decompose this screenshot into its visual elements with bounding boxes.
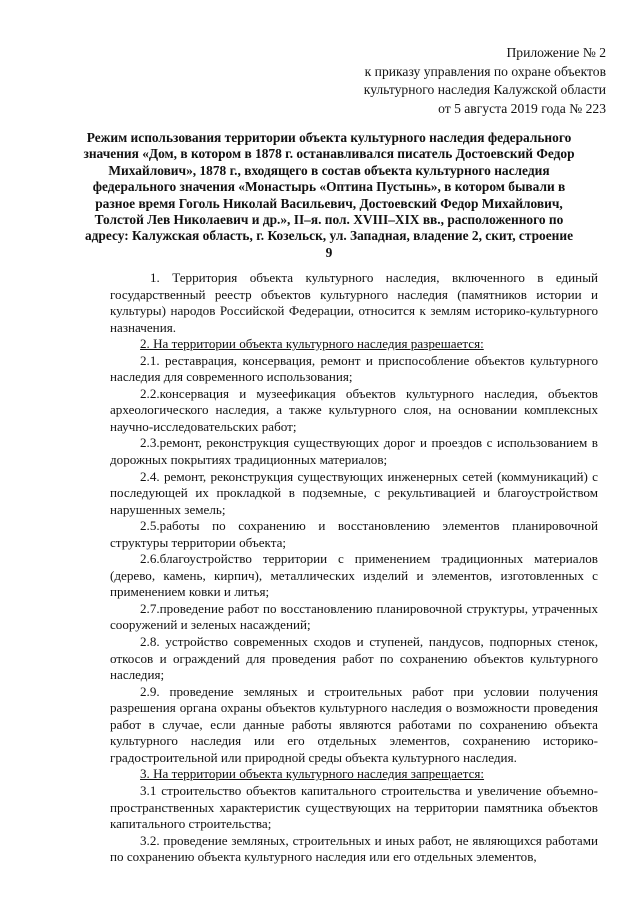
- document-body: [110, 270, 598, 866]
- paragraph-2-6: 2.6.благоустройство территории с применением традиционных материалов (дерево, камень, кирпич), металлических изделий и элементов, изготовленных с применением ковки и литья;: [110, 551, 598, 600]
- appendix-number: Приложение № 2: [506, 45, 606, 60]
- paragraph-2-8: 2.8. устройство современных сходов и ступеней, пандусов, подпорных стенок, откосов и ограждений для проведения работ по сохранению объектов культурного наследия;: [110, 634, 598, 683]
- order-reference-line: к приказу управления по охране объектов: [364, 63, 606, 79]
- order-date-number: от 5 августа 2019 года № 223: [438, 100, 606, 116]
- authority-line: культурного наследия Калужской области: [363, 82, 606, 97]
- paragraph-1: 1. Территория объекта культурного наследия, включенного в единый государственный реестр объектов культурного наследия (памятников истории и культуры) народов Российской Федерации, относится к землям историко-культурного назначения.: [110, 270, 598, 335]
- paragraph-2-4: 2.4. ремонт, реконструкция существующих инженерных сетей (коммуникаций) с последующей их прокладкой в подземные, с рекультивацией и благоустройством нарушенных земель;: [110, 468, 598, 517]
- paragraph-3-2: 3.2. проведение земляных, строительных и иных работ, не являющихся работами по сохранению объекта культурного наследия или его отдельных элементов,: [110, 832, 598, 865]
- appendix-header: [364, 44, 606, 118]
- paragraph-2-7: 2.7.проведение работ по восстановлению планировочной структуры, утраченных сооружений и зеленых насаждений;: [110, 600, 598, 633]
- paragraph-3-1: 3.1 строительство объектов капитального строительства и увеличение объемно-пространственных характеристик существующих на территории памятника объектов капитального строительства;: [110, 782, 598, 832]
- document-title: Режим использования территории объекта культурного наследия федерального значения «Дом, в котором в 1878 г. останавливался писатель Достоевский Федор Михайлович», 1878 г., входящего в состав объекта культурного наследия федерального значения «Монастырь «Оптина Пустынь», в котором бывали в разное время Гоголь Николай Васильевич, Достоевский Федор Михайлович, Толстой Лев Николаевич и др.», II–я. пол. XVIII–XIX вв., расположенного по адресу: Калужская область, г. Козельск, ул. Западная, владение 2, скит, строение 9: [83, 130, 575, 260]
- paragraph-2-3: 2.3.ремонт, реконструкция существующих дорог и проездов с использованием в дорожных покрытиях традиционных материалов;: [110, 435, 598, 468]
- paragraph-2-5: 2.5.работы по сохранению и восстановлению элементов планировочной структуры территории объекта;: [110, 518, 598, 550]
- paragraph-2-1: 2.1. реставрация, консервация, ремонт и приспособление объектов культурного наследия для современного использования;: [110, 352, 598, 385]
- section-heading-2: 2. На территории объекта культурного наследия разрешается:: [140, 336, 484, 352]
- paragraph-2-2: 2.2.консервация и музеефикация объектов культурного наследия, объектов археологического наследия, а также культурного слоя, на основании комплексных научно-исследовательских работ;: [110, 385, 598, 434]
- paragraph-2-9: 2.9. проведение земляных и строительных работ при условии получения разрешения органа охраны объектов культурного наследия о возможности проведения работ в случае, если данные работы являются работами по сохранению объекта культурного наследия или его отдельных элементов, сохранению историко-градостроительной или природной среды объекта культурного наследия.: [110, 683, 598, 765]
- section-heading-3: 3. На территории объекта культурного наследия запрещается:: [140, 766, 485, 782]
